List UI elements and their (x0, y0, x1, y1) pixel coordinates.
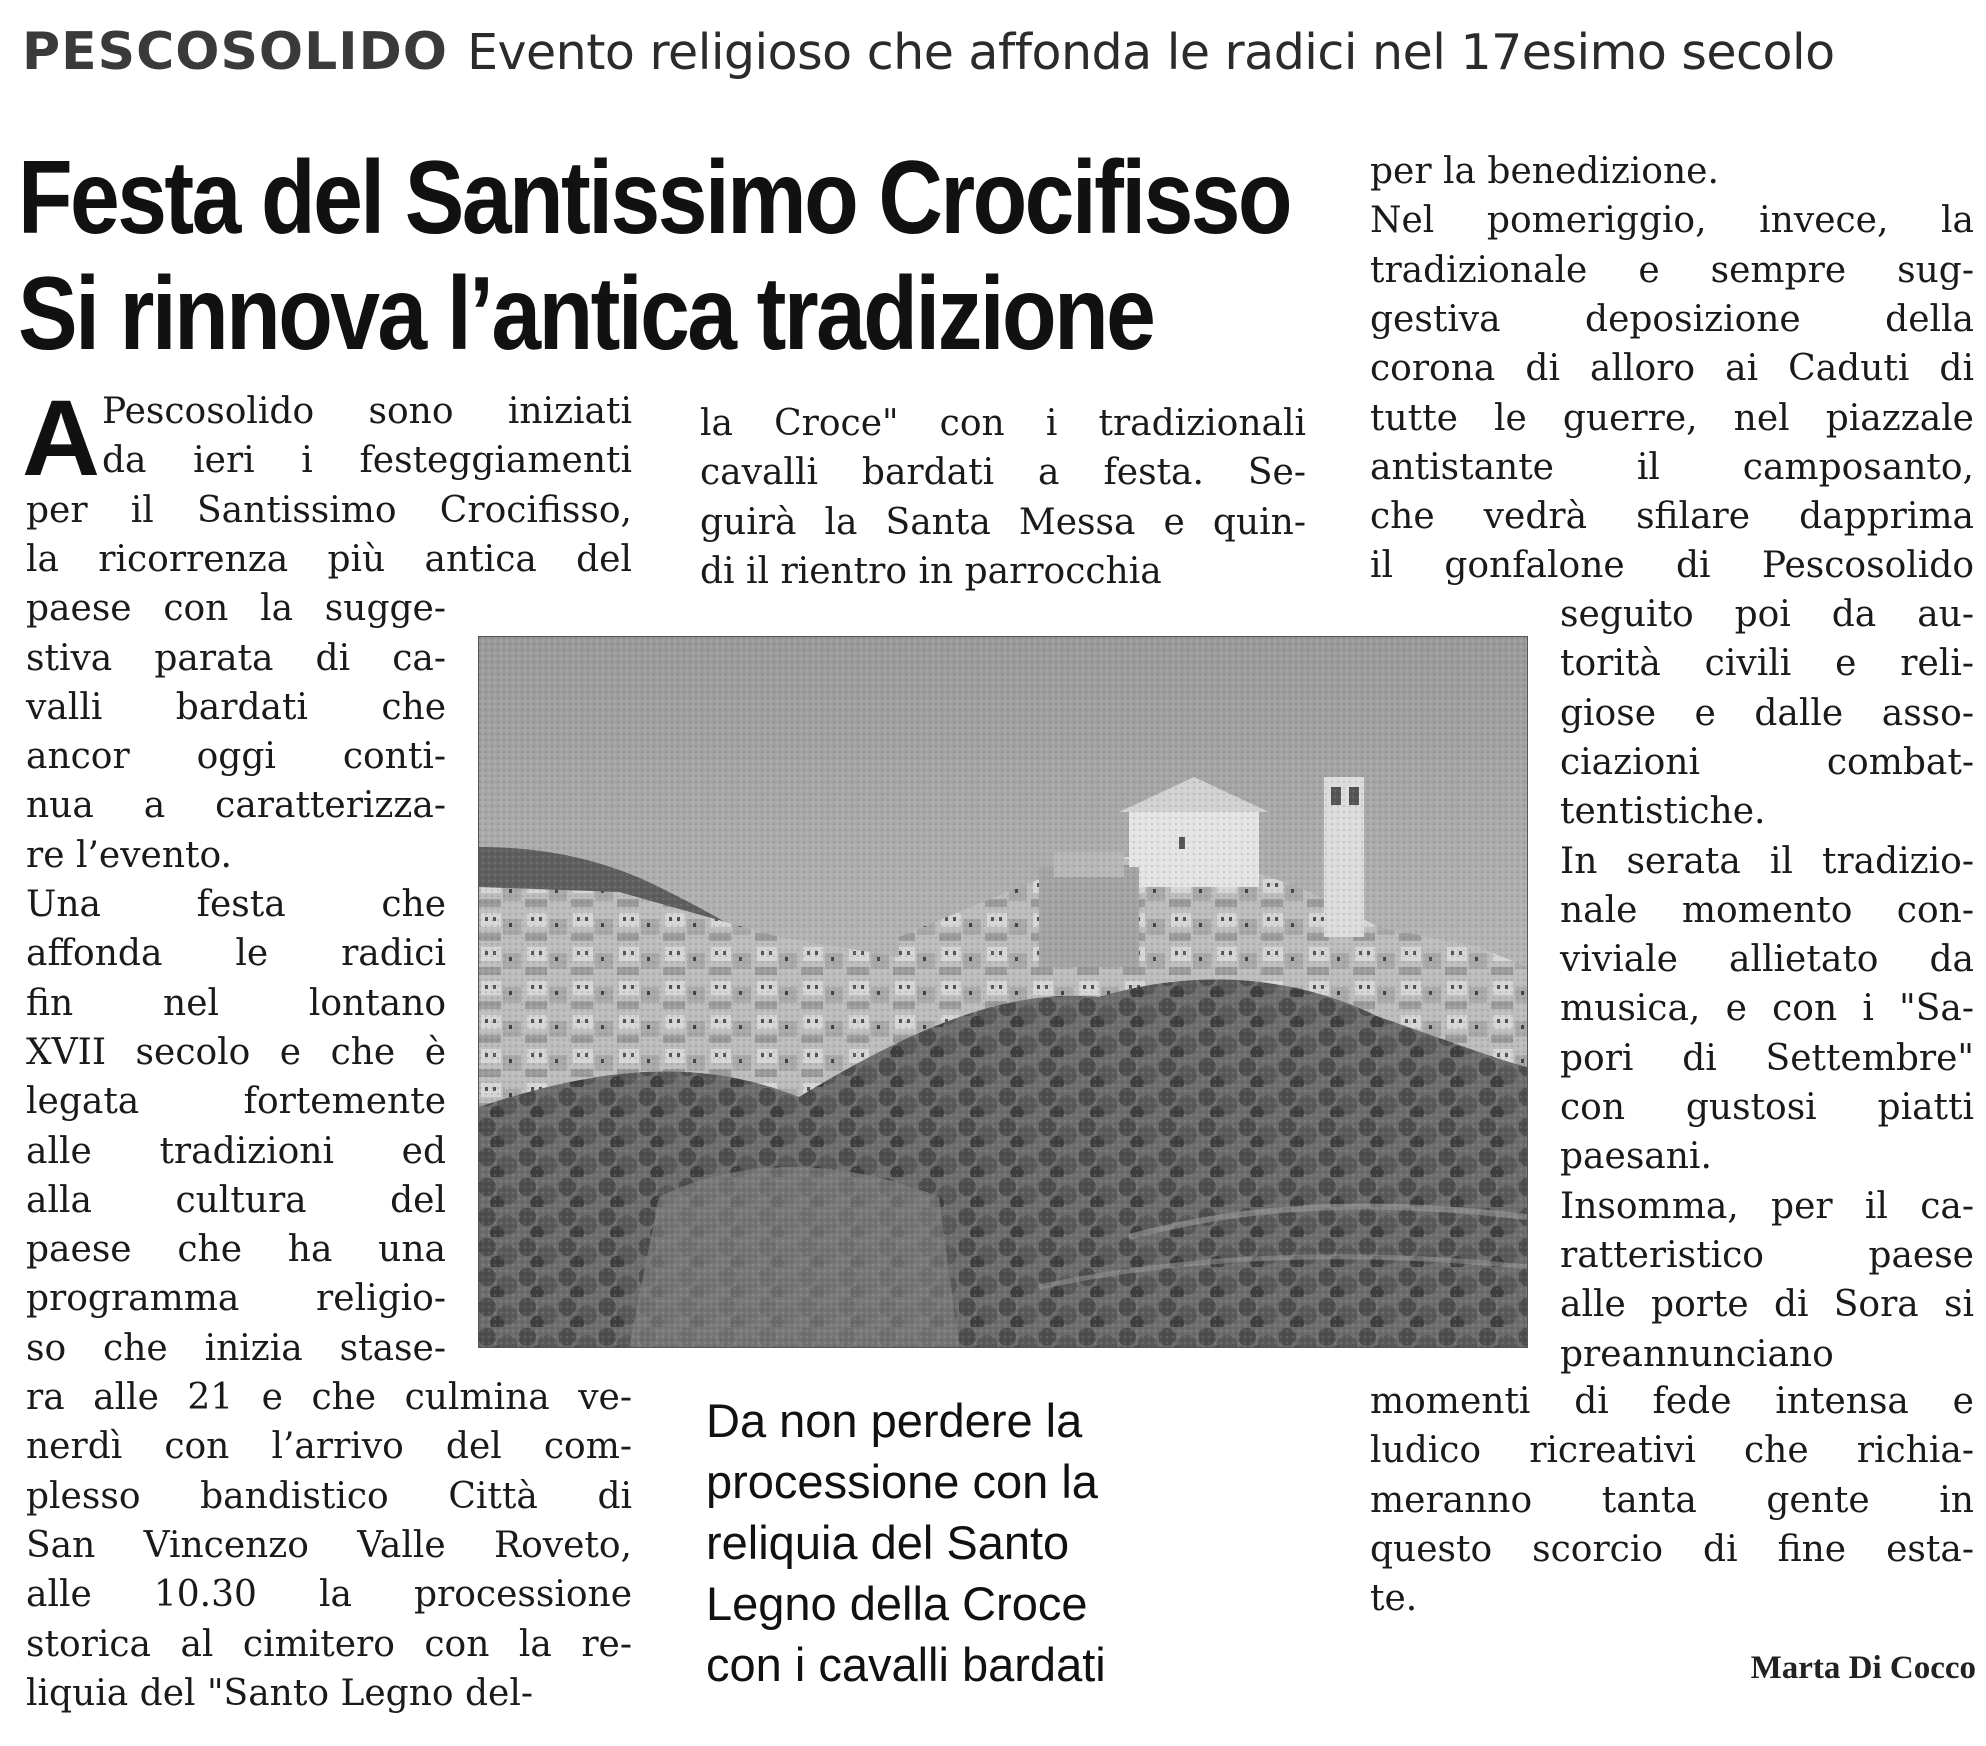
text-line: storica al cimitero con la re- (26, 1624, 632, 1665)
text-line: alle 10.30 la processione (26, 1574, 632, 1615)
text-line: corona di alloro ai Caduti di (1370, 348, 1974, 389)
text-line: tentistiche. (1560, 791, 1766, 832)
village-photo-illustration (479, 637, 1527, 1347)
text-line: tradizionale e sempre sug- (1370, 250, 1974, 291)
caption-line: processione con la (706, 1455, 1098, 1508)
text-line: seguito poi da au- (1560, 594, 1974, 635)
text-line: viviale allietato da (1560, 939, 1974, 980)
drop-cap: A (22, 377, 100, 498)
caption-line: Legno della Croce (706, 1577, 1088, 1630)
caption-line: Da non perdere la (706, 1394, 1083, 1447)
text-line: musica, e con i "Sa- (1560, 988, 1974, 1029)
text-line: affonda le radici (26, 933, 446, 974)
caption-line: con i cavalli bardati (706, 1638, 1106, 1691)
photo-caption (706, 1390, 1226, 1695)
text-line: fin nel lontano (26, 983, 446, 1024)
text-line: ra alle 21 e che culmina ve- (26, 1377, 632, 1418)
text-line: torità civili e reli- (1560, 643, 1974, 684)
text-line: nua a caratterizza- (26, 785, 446, 826)
text-line: San Vincenzo Valle Roveto, (26, 1525, 632, 1566)
text-line: antistante il camposanto, (1370, 447, 1974, 488)
text-line: Insomma, per il ca- (1560, 1186, 1974, 1227)
text-line: ciazioni combat- (1560, 742, 1974, 783)
text-line: re l’evento. (26, 835, 232, 876)
text-line: la ricorrenza più antica del (26, 539, 632, 580)
text-line: tutte le guerre, nel piazzale (1370, 398, 1974, 439)
byline: Marta Di Cocco (1750, 1650, 1976, 1686)
text-line: ancor oggi conti- (26, 736, 446, 777)
text-line: liquia del "Santo Legno del- (26, 1673, 534, 1714)
text-line: guirà la Santa Messa e quin- (700, 502, 1306, 543)
text-line: paesani. (1560, 1136, 1712, 1177)
section-tag: PESCOSOLIDO (22, 22, 448, 82)
text-line: Pescosolido sono iniziati (102, 391, 632, 432)
text-line: nale momento con- (1560, 890, 1974, 931)
text-line: nerdì con l’arrivo del com- (26, 1426, 632, 1467)
text-line: In serata il tradizio- (1560, 841, 1974, 882)
headline (18, 140, 1290, 372)
text-line: XVII secolo e che è (26, 1032, 446, 1073)
text-line: Nel pomeriggio, invece, la (1370, 200, 1974, 241)
text-line: questo scorcio di fine esta- (1370, 1529, 1974, 1570)
text-line: momenti di fede intensa e (1370, 1381, 1974, 1422)
text-line: alla cultura del (26, 1180, 446, 1221)
text-line: con gustosi piatti (1560, 1087, 1974, 1128)
text-line: pori di Settembre" (1560, 1038, 1974, 1079)
text-line: ratteristico paese (1560, 1235, 1974, 1276)
text-line: valli bardati che (26, 687, 446, 728)
text-line: la Croce" con i tradizionali (700, 403, 1306, 444)
headline-line-2: Si rinnova l’antica tradizione (18, 256, 1154, 372)
text-line: cavalli bardati a festa. Se- (700, 452, 1306, 493)
text-line: giose e dalle asso- (1560, 693, 1974, 734)
headline-line-1: Festa del Santissimo Crocifisso (18, 140, 1290, 256)
kicker-subtitle: Evento religioso che affonda le radici nel 17esimo secolo (467, 24, 1835, 81)
text-line: preannunciano (1560, 1334, 1834, 1375)
village-photo (478, 636, 1528, 1348)
text-line: paese con la sugge- (26, 588, 446, 629)
text-line: che vedrà sfilare dapprima (1370, 496, 1974, 537)
text-line: gestiva deposizione della (1370, 299, 1974, 340)
text-line: ludico ricreativi che richia- (1370, 1430, 1974, 1471)
text-line: per il Santissimo Crocifisso, (26, 490, 632, 531)
caption-line: reliquia del Santo (706, 1516, 1070, 1569)
text-line: plesso bandistico Città di (26, 1476, 632, 1517)
text-line: alle tradizioni ed (26, 1131, 446, 1172)
kicker (22, 22, 1972, 92)
text-line: paese che ha una (26, 1229, 446, 1270)
text-line: te. (1370, 1578, 1418, 1619)
text-line: alle porte di Sora si (1560, 1284, 1974, 1325)
text-line: di il rientro in parrocchia (700, 551, 1162, 592)
text-line: il gonfalone di Pescosolido (1370, 545, 1974, 586)
text-line: legata fortemente (26, 1081, 446, 1122)
text-line: programma religio- (26, 1278, 446, 1319)
text-line: stiva parata di ca- (26, 638, 446, 679)
text-line: Una festa che (26, 884, 446, 925)
text-line: so che inizia stase- (26, 1328, 446, 1369)
text-line: da ieri i festeggiamenti (102, 440, 632, 481)
text-line: meranno tanta gente in (1370, 1480, 1974, 1521)
text-line: per la benedizione. (1370, 151, 1719, 192)
